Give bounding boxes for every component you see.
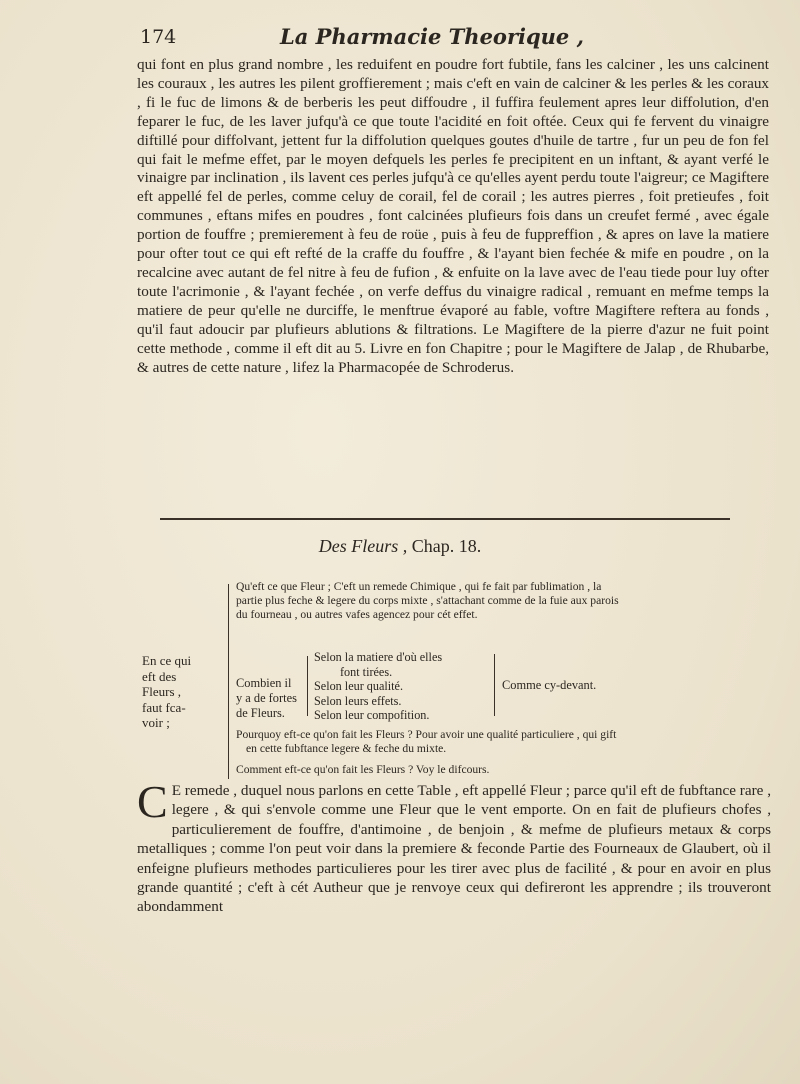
definition-line: du fourneau , ou autres vafes agencez pour cét effet. [236, 608, 478, 621]
comme-label: Comme cy-devant. [502, 678, 597, 692]
page-header [140, 24, 760, 56]
definition-line: partie plus feche & legere du corps mixte , s'attachant comme de la fuie aux parois [236, 594, 619, 607]
combien-line: de Fleurs. [236, 706, 285, 720]
side-label-line: voir ; [142, 715, 170, 730]
side-label-line: eft des [142, 668, 177, 684]
section-divider [160, 518, 730, 520]
side-label-line: faut fca- [142, 699, 186, 715]
section-title-chapter: Chap. 18. [407, 536, 482, 556]
comme-brace [494, 654, 495, 716]
side-label-line: Fleurs , [142, 684, 181, 699]
drop-cap: C [137, 776, 168, 827]
section-title [0, 536, 800, 557]
outline-comment [236, 763, 489, 777]
running-head: La Pharmacie Theorique , [280, 24, 584, 49]
page-number: 174 [140, 26, 177, 48]
criteria-line: Selon leurs effets. [314, 693, 402, 708]
body-paragraph-1: qui font en plus grand nombre , les reduifent en poudre fort fubtile, fans les calciner , les uns calcinent les couraux , les autres les pilent groffierement ; mais c'eft en vain de calciner & les perles & les coraux , fi le fuc de limons & de berberis les peut diffoudre , il fuffira feulement apres leur diffolution, d'en feparer le fuc, de les laver jufqu'à ce que toute l'acidité en foit oftée. Ceux qui fe fervent du vinaigre diftillé pour diffolvant, jettent fur la diffolution quelques goutes d'huile de tartre , fur un peu de fon fel qui fait le mefme effet, par le moyen defquels les perles fe precipitent en un inftant, & ayant verfé le vinaigre par inclination , ils lavent ces perles jufqu'à ce qu'elles ayent perdu toute l'aigreur; ce Magiftere eft appellé fel de perles, comme celuy de corail, fel de corail ; les autres pierres , foit pretieufes , foit communes , eftans mifes en poudres , font calcinées plufieurs fois dans un creufet fermé , avec égale portion de fouffre ; premierement à feu de roüe , puis à feu de fuppreffion , & apres on lave la matiere pour ofter tout ce qui eft refté de la craffe du fouffre , & l'ayant bien fechée & mife en poudre , on la recalcine avec autant de fel nitre à feu de fufion , & enfuite on la lave avec de l'eau tiede pour luy ofter toute l'acrimonie , & l'ayant fechée , on verfe deffus du vinaigre radical , remuant en mefme temps la matiere de peur qu'elle ne durciffe, le menftrue évaporé au fable, voftre Magiftere reftera au fonds , qu'il faut adoucir par plufieurs ablutions & filtrations. Le Magiftere de la pierre d'azur ne fuit point cette methode , comme il eft dit au 5. Livre en fon Chapitre ; pour le Magiftere de Jalap , de Rhubarbe, & autres de cette nature , lifez la Pharmacopée de Schroderus. [137, 56, 769, 376]
outline-side-label [142, 653, 191, 731]
criteria-line: Selon leur compofition. [314, 708, 430, 723]
comment-line: Comment eft-ce qu'on fait les Fleurs ? Voy le difcours. [236, 763, 490, 776]
criteria-line: Selon la matiere d'où elles [314, 650, 443, 664]
definition-line: Qu'eft ce que Fleur ; C'eft un remede Chimique , qui fe fait par fublimation , la [236, 580, 602, 593]
criteria-line: Selon leur qualité. [314, 679, 404, 694]
section-title-italic: Des Fleurs , [318, 536, 408, 556]
outline-criteria [314, 650, 442, 723]
outline-comme [502, 678, 596, 692]
outline-definition [236, 580, 619, 622]
combien-line: Combien il [236, 676, 292, 690]
outline-main-brace [228, 584, 229, 779]
pourquoy-line: Pourquoy eft-ce qu'on fait les Fleurs ? Pour avoir une qualité particuliere , qui gift [236, 728, 617, 741]
outline-combien [236, 676, 297, 721]
combien-line: y a de fortes [236, 691, 297, 705]
outline-pourquoy [236, 728, 616, 756]
pourquoy-line: en cette fubftance legere & feche du mixte. [246, 742, 447, 755]
criteria-brace [307, 656, 308, 716]
side-label-line: En ce qui [142, 653, 192, 668]
body-paragraph-2 [137, 776, 771, 917]
criteria-line: font tirées. [340, 664, 393, 679]
paragraph-2-text: E remede , duquel nous parlons en cette Table , eft appellé Fleur ; parce qu'il eft de fubftance rare , legere , & qui s'envole comme une Fleur que le vent emporte. On en fait de plufieurs chofes , particulierement de fouffre, d'antimoine , de benjoin , & mefme de plufieurs metaux & corps metalliques ; comme l'on peut voir dans la premiere & feconde Partie des Fourneaux de Glaubert, où il enfeigne plufieurs methodes particulieres pour les tirer avec plus de facilité , & pour en avoir en plus grande quantité ; c'eft à cét Autheur que je renvoye ceux qui defireront les apprendre ; ils trouveront abondamment [137, 782, 771, 916]
